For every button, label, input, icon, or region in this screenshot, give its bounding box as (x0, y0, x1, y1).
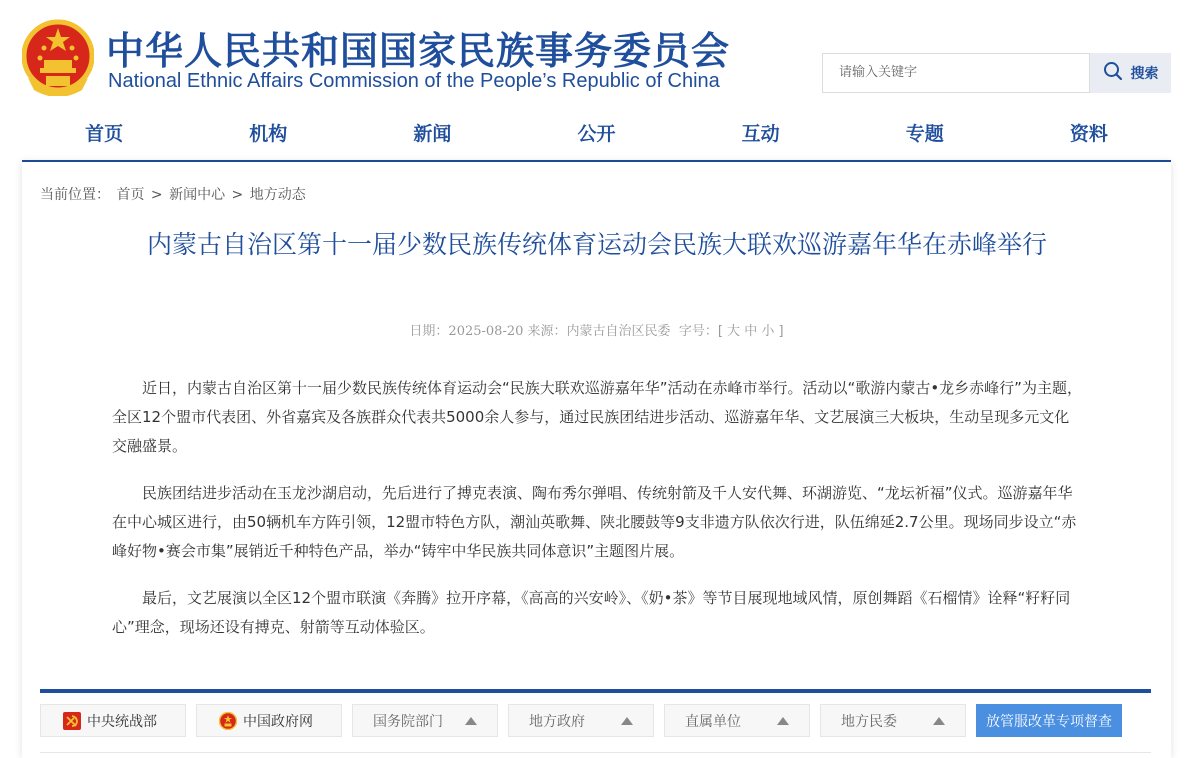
party-emblem-icon (63, 712, 81, 730)
triangle-up-icon (621, 717, 633, 725)
link-united-front[interactable] (40, 704, 186, 737)
breadcrumb (40, 184, 308, 204)
search-input[interactable]: 请输入关键字 (822, 53, 1090, 93)
search-icon (1103, 61, 1123, 85)
site-subtitle: National Ethnic Affairs Commission of the People’s Republic of China (108, 70, 720, 92)
dropdown-affiliated-units[interactable] (664, 704, 810, 737)
font-size-medium[interactable]: 中 (744, 324, 758, 339)
search-button[interactable] (1090, 53, 1171, 93)
font-size-small[interactable]: 小 (761, 324, 775, 339)
breadcrumb-separator: > (231, 187, 244, 203)
dropdown-local-gov[interactable] (508, 704, 654, 737)
dropdown-label: 地方民委 (841, 713, 897, 730)
nav-item-topics[interactable]: 专题 (905, 123, 944, 145)
site-header (0, 0, 1191, 110)
font-bracket-open: [ (717, 324, 723, 339)
national-emblem-icon (219, 712, 237, 730)
article-container (22, 162, 1171, 758)
breadcrumb-news-center[interactable]: 新闻中心 (169, 187, 226, 203)
footer-bottom-divider (40, 752, 1151, 753)
font-bracket-close: ] (778, 324, 784, 339)
dropdown-label: 国务院部门 (373, 713, 443, 730)
breadcrumb-home[interactable]: 首页 (116, 187, 145, 203)
link-gov-cn-label: 中国政府网 (243, 713, 313, 730)
article-body (112, 374, 1082, 660)
breadcrumb-local-news[interactable]: 地方动态 (249, 187, 306, 203)
nav-item-home[interactable]: 首页 (85, 123, 124, 145)
link-gov-cn[interactable] (196, 704, 342, 737)
font-size-large[interactable]: 大 (727, 324, 741, 339)
nav-item-interaction[interactable]: 互动 (741, 123, 780, 145)
footer-divider (40, 689, 1151, 693)
article-meta (22, 320, 1171, 339)
dropdown-local-ethnic-commissions[interactable] (820, 704, 966, 737)
article-paragraph: 最后，文艺展演以全区12个盟市联演《奔腾》拉开序幕，《高高的兴安岭》、《奶•茶》等节目展现地域风情，原创舞蹈《石榴情》诠释“籽籽同心”理念，现场还设有搏克、射箭等互动体验区。 (112, 589, 1071, 636)
dropdown-state-council[interactable] (352, 704, 498, 737)
search-button-label: 搜索 (1130, 66, 1159, 82)
link-united-front-label: 中央统战部 (87, 713, 157, 730)
article-title: 内蒙古自治区第十一届少数民族传统体育运动会民族大联欢巡游嘉年华在赤峰举行 (146, 230, 1047, 259)
article-paragraph: 民族团结进步活动在玉龙沙湖启动，先后进行了搏克表演、陶布秀尔弹唱、传统射箭及千人安代舞、环湖游览、“龙坛祈福”仪式。巡游嘉年华在中心城区进行，由50辆机车方阵引领，12盟市特色方队，潮汕英歌舞、陕北腰鼓等9支非遗方队依次行进，队伍绵延2.7公里。现场同步设立“赤峰好物•赛会市集”展销近千种特色产品，举办“铸牢中华民族共同体意识”主题图片展。 (112, 484, 1077, 560)
dropdown-label: 地方政府 (529, 713, 585, 730)
national-emblem-icon[interactable] (22, 18, 94, 96)
triangle-up-icon (933, 717, 945, 725)
date-label: 日期： (409, 324, 449, 339)
reform-supervision-button[interactable]: 放管服改革专项督查 (976, 704, 1122, 737)
source-label: 来源： (527, 324, 567, 339)
footer-links (40, 704, 1151, 740)
site-title[interactable]: 中华人民共和国国家民族事务委员会 (106, 29, 731, 73)
main-nav (22, 110, 1171, 162)
article-source: 内蒙古自治区民委 (566, 324, 671, 339)
nav-item-news[interactable]: 新闻 (413, 123, 452, 145)
breadcrumb-separator: > (150, 187, 163, 203)
font-size-label: 字号： (678, 324, 718, 339)
nav-item-resources[interactable]: 资料 (1069, 123, 1108, 145)
article-paragraph: 近日，内蒙古自治区第十一届少数民族传统体育运动会“民族大联欢巡游嘉年华”活动在赤峰市举行。活动以“歌游内蒙古•龙乡赤峰行”为主题，全区12个盟市代表团、外省嘉宾及各族群众代表共5000余人参与，通过民族团结进步活动、巡游嘉年华、文艺展演三大板块，生动呈现多元文化交融盛景。 (112, 379, 1082, 455)
nav-item-organization[interactable]: 机构 (249, 123, 288, 145)
triangle-up-icon (465, 717, 477, 725)
article-date: 2025-08-20 (448, 324, 524, 339)
dropdown-label: 直属单位 (685, 713, 741, 730)
triangle-up-icon (777, 717, 789, 725)
nav-item-public[interactable]: 公开 (577, 123, 616, 145)
breadcrumb-label: 当前位置： (40, 187, 110, 203)
